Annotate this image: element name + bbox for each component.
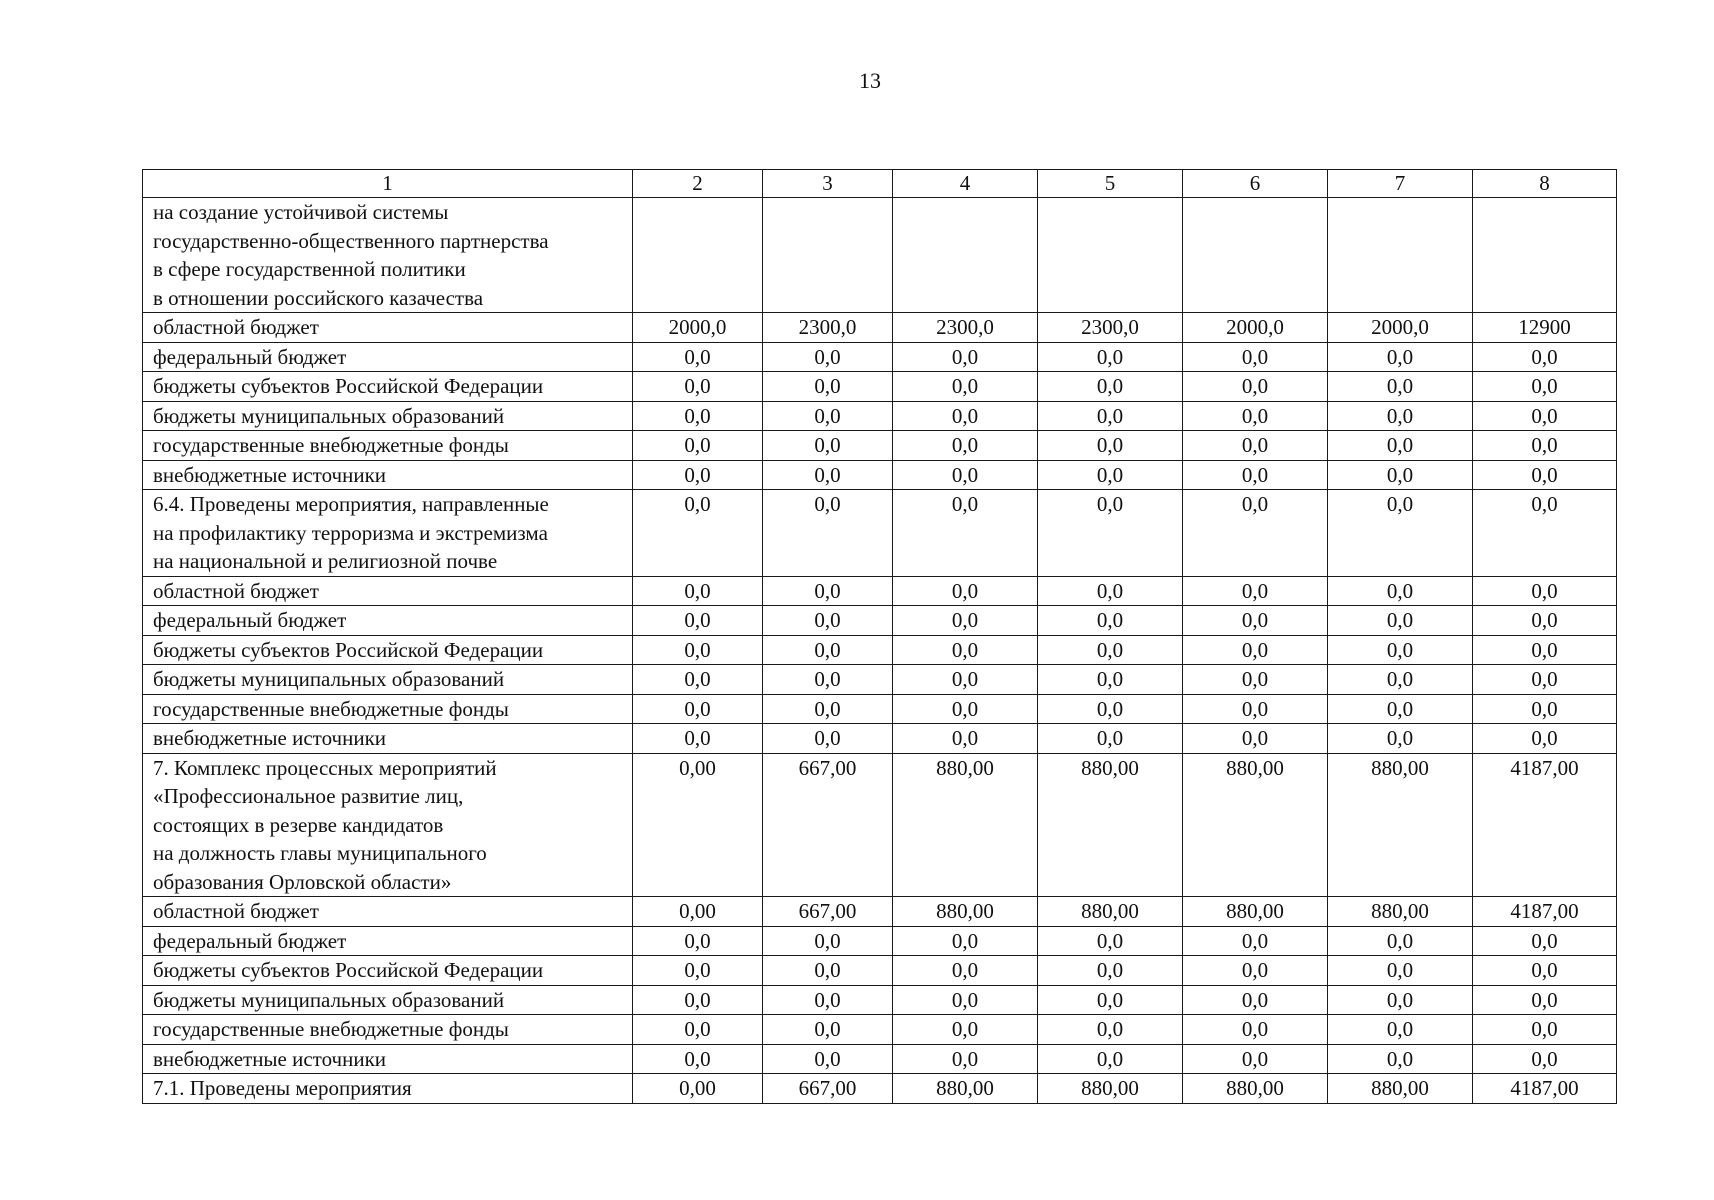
value-cell-col-4: 0,0	[893, 635, 1038, 665]
table-row	[143, 897, 1617, 927]
table-row	[143, 665, 1617, 695]
value-cell-col-4: 0,0	[893, 342, 1038, 372]
value-cell-col-3: 667,00	[763, 753, 893, 897]
value-cell-col-3: 0,0	[763, 956, 893, 986]
value-cell-col-6: 0,0	[1183, 926, 1328, 956]
value-cell-col-2: 0,00	[633, 897, 763, 927]
row-label-line: образования Орловской области»	[153, 869, 452, 894]
value-cell-col-6: 0,0	[1183, 460, 1328, 490]
table-row	[143, 490, 1617, 577]
value-cell-col-5: 0,0	[1038, 372, 1183, 402]
value-cell-col-7: 2000,0	[1328, 313, 1473, 343]
value-cell-col-5: 0,0	[1038, 635, 1183, 665]
value-cell-col-8: 0,0	[1473, 694, 1617, 724]
value-cell-col-3: 0,0	[763, 1044, 893, 1074]
value-cell-col-7: 0,0	[1328, 401, 1473, 431]
value-cell-col-6: 880,00	[1183, 1074, 1328, 1104]
value-cell-col-8	[1473, 198, 1617, 313]
value-cell-col-8: 12900	[1473, 313, 1617, 343]
value-cell-col-3: 0,0	[763, 926, 893, 956]
value-cell-col-7: 0,0	[1328, 665, 1473, 695]
row-label-line: федеральный бюджет	[153, 928, 347, 953]
value-cell-col-6: 0,0	[1183, 635, 1328, 665]
budget-table	[142, 169, 1617, 1104]
row-label-line: федеральный бюджет	[153, 608, 347, 632]
value-cell-col-7: 0,0	[1328, 372, 1473, 402]
row-label	[143, 313, 633, 343]
value-cell-col-2: 0,0	[633, 926, 763, 956]
value-cell-col-4: 0,0	[893, 606, 1038, 636]
value-cell-col-4: 0,0	[893, 490, 1038, 577]
row-label-line: бюджеты субъектов Российской Федерации	[153, 374, 544, 398]
value-cell-col-4	[893, 198, 1038, 313]
column-header-7: 7	[1328, 170, 1473, 198]
value-cell-col-8: 0,0	[1473, 372, 1617, 402]
table-row	[143, 198, 1617, 313]
value-cell-col-3: 0,0	[763, 342, 893, 372]
value-cell-col-3: 667,00	[763, 1074, 893, 1104]
value-cell-col-2: 0,0	[633, 460, 763, 490]
value-cell-col-7: 0,0	[1328, 694, 1473, 724]
value-cell-col-5: 880,00	[1038, 753, 1183, 897]
row-label-line: на национальной и религиозной почве	[153, 549, 498, 573]
value-cell-col-2: 0,0	[633, 431, 763, 461]
value-cell-col-2: 0,0	[633, 635, 763, 665]
value-cell-col-4: 0,0	[893, 724, 1038, 754]
row-label-line: на профилактику терроризма и экстремизма	[153, 520, 548, 545]
value-cell-col-3: 0,0	[763, 724, 893, 754]
value-cell-col-2: 0,00	[633, 1074, 763, 1104]
header-row	[143, 170, 1617, 198]
row-label-line: на должность главы муниципального	[153, 841, 487, 865]
row-label	[143, 342, 633, 372]
value-cell-col-5: 0,0	[1038, 926, 1183, 956]
value-cell-col-8: 0,0	[1473, 576, 1617, 606]
row-label-line: государственные внебюджетные фонды	[153, 433, 509, 457]
row-label	[143, 372, 633, 402]
value-cell-col-7: 0,0	[1328, 1015, 1473, 1045]
column-header-2: 2	[633, 170, 763, 198]
value-cell-col-3: 0,0	[763, 985, 893, 1015]
value-cell-col-2: 0,0	[633, 956, 763, 986]
row-label-line: бюджеты субъектов Российской Федерации	[153, 637, 544, 662]
row-label-line: государственные внебюджетные фонды	[153, 1017, 509, 1041]
table-row	[143, 342, 1617, 372]
row-label	[143, 1015, 633, 1045]
value-cell-col-8: 0,0	[1473, 606, 1617, 636]
value-cell-col-5: 0,0	[1038, 956, 1183, 986]
value-cell-col-8: 4187,00	[1473, 897, 1617, 927]
value-cell-col-3: 0,0	[763, 576, 893, 606]
table-row	[143, 694, 1617, 724]
value-cell-col-8: 0,0	[1473, 956, 1617, 986]
table-row	[143, 635, 1617, 665]
value-cell-col-5	[1038, 198, 1183, 313]
value-cell-col-6: 0,0	[1183, 490, 1328, 577]
row-label-line: государственные внебюджетные фонды	[153, 696, 509, 721]
row-label	[143, 897, 633, 927]
value-cell-col-2: 0,0	[633, 665, 763, 695]
row-label	[143, 665, 633, 695]
value-cell-col-7: 0,0	[1328, 985, 1473, 1015]
value-cell-col-8: 0,0	[1473, 1015, 1617, 1045]
value-cell-col-3: 0,0	[763, 606, 893, 636]
value-cell-col-5: 0,0	[1038, 460, 1183, 490]
value-cell-col-5: 0,0	[1038, 401, 1183, 431]
row-label	[143, 431, 633, 461]
row-label	[143, 198, 633, 313]
value-cell-col-3: 0,0	[763, 694, 893, 724]
value-cell-col-2: 0,0	[633, 985, 763, 1015]
table-row	[143, 460, 1617, 490]
value-cell-col-6: 0,0	[1183, 606, 1328, 636]
row-label-line: на создание устойчивой системы	[153, 200, 449, 224]
value-cell-col-6: 0,0	[1183, 342, 1328, 372]
value-cell-col-3: 0,0	[763, 1015, 893, 1045]
value-cell-col-2: 0,0	[633, 694, 763, 724]
value-cell-col-4: 0,0	[893, 431, 1038, 461]
row-label-line: внебюджетные источники	[153, 1046, 387, 1071]
value-cell-col-6	[1183, 198, 1328, 313]
value-cell-col-4: 0,0	[893, 372, 1038, 402]
value-cell-col-3	[763, 198, 893, 313]
value-cell-col-7: 880,00	[1328, 1074, 1473, 1104]
table-row	[143, 372, 1617, 402]
value-cell-col-8: 0,0	[1473, 401, 1617, 431]
value-cell-col-8: 4187,00	[1473, 1074, 1617, 1104]
value-cell-col-5: 880,00	[1038, 897, 1183, 927]
value-cell-col-3: 0,0	[763, 431, 893, 461]
table-row	[143, 1015, 1617, 1045]
row-label-line: «Профессиональное развитие лиц,	[153, 784, 464, 808]
value-cell-col-6: 0,0	[1183, 1015, 1328, 1045]
value-cell-col-6: 0,0	[1183, 372, 1328, 402]
row-label-line: областной бюджет	[153, 899, 319, 923]
value-cell-col-4: 0,0	[893, 694, 1038, 724]
page-number: 13	[859, 68, 881, 93]
value-cell-col-4: 880,00	[893, 753, 1038, 897]
table-row	[143, 753, 1617, 897]
value-cell-col-7: 0,0	[1328, 460, 1473, 490]
value-cell-col-7: 0,0	[1328, 956, 1473, 986]
value-cell-col-7: 0,0	[1328, 1044, 1473, 1074]
row-label	[143, 694, 633, 724]
row-label-line: 7.1. Проведены мероприятия	[153, 1076, 412, 1100]
value-cell-col-2	[633, 198, 763, 313]
value-cell-col-4: 0,0	[893, 1015, 1038, 1045]
value-cell-col-3: 0,0	[763, 460, 893, 490]
value-cell-col-4: 0,0	[893, 460, 1038, 490]
value-cell-col-8: 0,0	[1473, 724, 1617, 754]
value-cell-col-7: 880,00	[1328, 897, 1473, 927]
value-cell-col-7: 0,0	[1328, 431, 1473, 461]
value-cell-col-3: 2300,0	[763, 313, 893, 343]
column-header-5: 5	[1038, 170, 1183, 198]
value-cell-col-2: 0,0	[633, 372, 763, 402]
value-cell-col-8: 0,0	[1473, 431, 1617, 461]
row-label	[143, 926, 633, 956]
row-label	[143, 460, 633, 490]
value-cell-col-6: 880,00	[1183, 897, 1328, 927]
value-cell-col-5: 0,0	[1038, 342, 1183, 372]
value-cell-col-8: 4187,00	[1473, 753, 1617, 897]
value-cell-col-2: 0,0	[633, 1015, 763, 1045]
value-cell-col-5: 0,0	[1038, 985, 1183, 1015]
value-cell-col-6: 0,0	[1183, 1044, 1328, 1074]
row-label-line: бюджеты муниципальных образований	[153, 403, 505, 428]
value-cell-col-2: 0,0	[633, 490, 763, 577]
table-row	[143, 401, 1617, 431]
value-cell-col-5: 0,0	[1038, 431, 1183, 461]
column-header-4: 4	[893, 170, 1038, 198]
row-label-line: внебюджетные источники	[153, 726, 387, 750]
value-cell-col-3: 0,0	[763, 401, 893, 431]
value-cell-col-5: 880,00	[1038, 1074, 1183, 1104]
value-cell-col-5: 0,0	[1038, 724, 1183, 754]
row-label-line: областной бюджет	[153, 315, 319, 339]
value-cell-col-7: 0,0	[1328, 606, 1473, 636]
value-cell-col-7: 0,0	[1328, 635, 1473, 665]
value-cell-col-4: 0,0	[893, 576, 1038, 606]
row-label	[143, 606, 633, 636]
value-cell-col-3: 0,0	[763, 665, 893, 695]
row-label-line: в отношении российского казачества	[153, 285, 484, 310]
value-cell-col-6: 880,00	[1183, 753, 1328, 897]
column-header-3: 3	[763, 170, 893, 198]
table-row	[143, 926, 1617, 956]
row-label-line: бюджеты субъектов Российской Федерации	[153, 958, 544, 982]
row-label	[143, 490, 633, 577]
table-row	[143, 1074, 1617, 1104]
value-cell-col-5: 0,0	[1038, 1044, 1183, 1074]
value-cell-col-6: 0,0	[1183, 401, 1328, 431]
value-cell-col-5: 0,0	[1038, 694, 1183, 724]
value-cell-col-4: 0,0	[893, 1044, 1038, 1074]
row-label	[143, 401, 633, 431]
row-label	[143, 724, 633, 754]
row-label	[143, 753, 633, 897]
value-cell-col-6: 0,0	[1183, 956, 1328, 986]
value-cell-col-5: 0,0	[1038, 576, 1183, 606]
table-row	[143, 431, 1617, 461]
value-cell-col-6: 0,0	[1183, 985, 1328, 1015]
table-body	[143, 198, 1617, 1104]
value-cell-col-3: 0,0	[763, 372, 893, 402]
row-label-line: бюджеты муниципальных образований	[153, 987, 505, 1012]
value-cell-col-2: 0,0	[633, 576, 763, 606]
value-cell-col-5: 0,0	[1038, 1015, 1183, 1045]
value-cell-col-6: 0,0	[1183, 665, 1328, 695]
value-cell-col-7: 0,0	[1328, 926, 1473, 956]
value-cell-col-4: 0,0	[893, 401, 1038, 431]
table-row	[143, 313, 1617, 343]
table-row	[143, 985, 1617, 1015]
table-row	[143, 956, 1617, 986]
value-cell-col-8: 0,0	[1473, 342, 1617, 372]
table-row	[143, 724, 1617, 754]
value-cell-col-7: 0,0	[1328, 576, 1473, 606]
value-cell-col-7: 880,00	[1328, 753, 1473, 897]
value-cell-col-8: 0,0	[1473, 926, 1617, 956]
row-label-line: в сфере государственной политики	[153, 257, 466, 281]
value-cell-col-3: 0,0	[763, 490, 893, 577]
value-cell-col-3: 0,0	[763, 635, 893, 665]
row-label	[143, 956, 633, 986]
value-cell-col-5: 0,0	[1038, 665, 1183, 695]
value-cell-col-7: 0,0	[1328, 724, 1473, 754]
value-cell-col-7: 0,0	[1328, 342, 1473, 372]
row-label-line: областной бюджет	[153, 578, 319, 603]
column-header-1: 1	[143, 170, 633, 198]
value-cell-col-6: 0,0	[1183, 694, 1328, 724]
value-cell-col-6: 0,0	[1183, 431, 1328, 461]
value-cell-col-4: 0,0	[893, 985, 1038, 1015]
value-cell-col-4: 880,00	[893, 897, 1038, 927]
table-row	[143, 1044, 1617, 1074]
value-cell-col-2: 0,0	[633, 1044, 763, 1074]
value-cell-col-2: 0,00	[633, 753, 763, 897]
value-cell-col-2: 0,0	[633, 606, 763, 636]
value-cell-col-5: 0,0	[1038, 490, 1183, 577]
row-label-line: внебюджетные источники	[153, 462, 387, 487]
value-cell-col-4: 2300,0	[893, 313, 1038, 343]
row-label-line: состоящих в резерве кандидатов	[153, 812, 444, 837]
row-label-line: федеральный бюджет	[153, 344, 347, 369]
value-cell-col-2: 2000,0	[633, 313, 763, 343]
value-cell-col-7: 0,0	[1328, 490, 1473, 577]
value-cell-col-6: 0,0	[1183, 724, 1328, 754]
value-cell-col-8: 0,0	[1473, 1044, 1617, 1074]
row-label-line: государственно-общественного партнерства	[153, 228, 549, 253]
value-cell-col-8: 0,0	[1473, 460, 1617, 490]
value-cell-col-8: 0,0	[1473, 635, 1617, 665]
value-cell-col-3: 667,00	[763, 897, 893, 927]
row-label	[143, 576, 633, 606]
value-cell-col-5: 0,0	[1038, 606, 1183, 636]
value-cell-col-8: 0,0	[1473, 665, 1617, 695]
value-cell-col-5: 2300,0	[1038, 313, 1183, 343]
row-label	[143, 985, 633, 1015]
value-cell-col-4: 0,0	[893, 956, 1038, 986]
value-cell-col-2: 0,0	[633, 724, 763, 754]
value-cell-col-4: 0,0	[893, 665, 1038, 695]
value-cell-col-7	[1328, 198, 1473, 313]
row-label	[143, 635, 633, 665]
value-cell-col-6: 2000,0	[1183, 313, 1328, 343]
row-label-line: 6.4. Проведены мероприятия, направленные	[153, 492, 549, 516]
table-row	[143, 606, 1617, 636]
column-header-6: 6	[1183, 170, 1328, 198]
value-cell-col-4: 0,0	[893, 926, 1038, 956]
value-cell-col-2: 0,0	[633, 401, 763, 431]
table-row	[143, 576, 1617, 606]
value-cell-col-8: 0,0	[1473, 985, 1617, 1015]
value-cell-col-8: 0,0	[1473, 490, 1617, 577]
value-cell-col-2: 0,0	[633, 342, 763, 372]
row-label	[143, 1074, 633, 1104]
value-cell-col-4: 880,00	[893, 1074, 1038, 1104]
column-header-8: 8	[1473, 170, 1617, 198]
row-label-line: бюджеты муниципальных образований	[153, 667, 505, 691]
row-label	[143, 1044, 633, 1074]
value-cell-col-6: 0,0	[1183, 576, 1328, 606]
row-label-line: 7. Комплекс процессных мероприятий	[153, 755, 497, 780]
